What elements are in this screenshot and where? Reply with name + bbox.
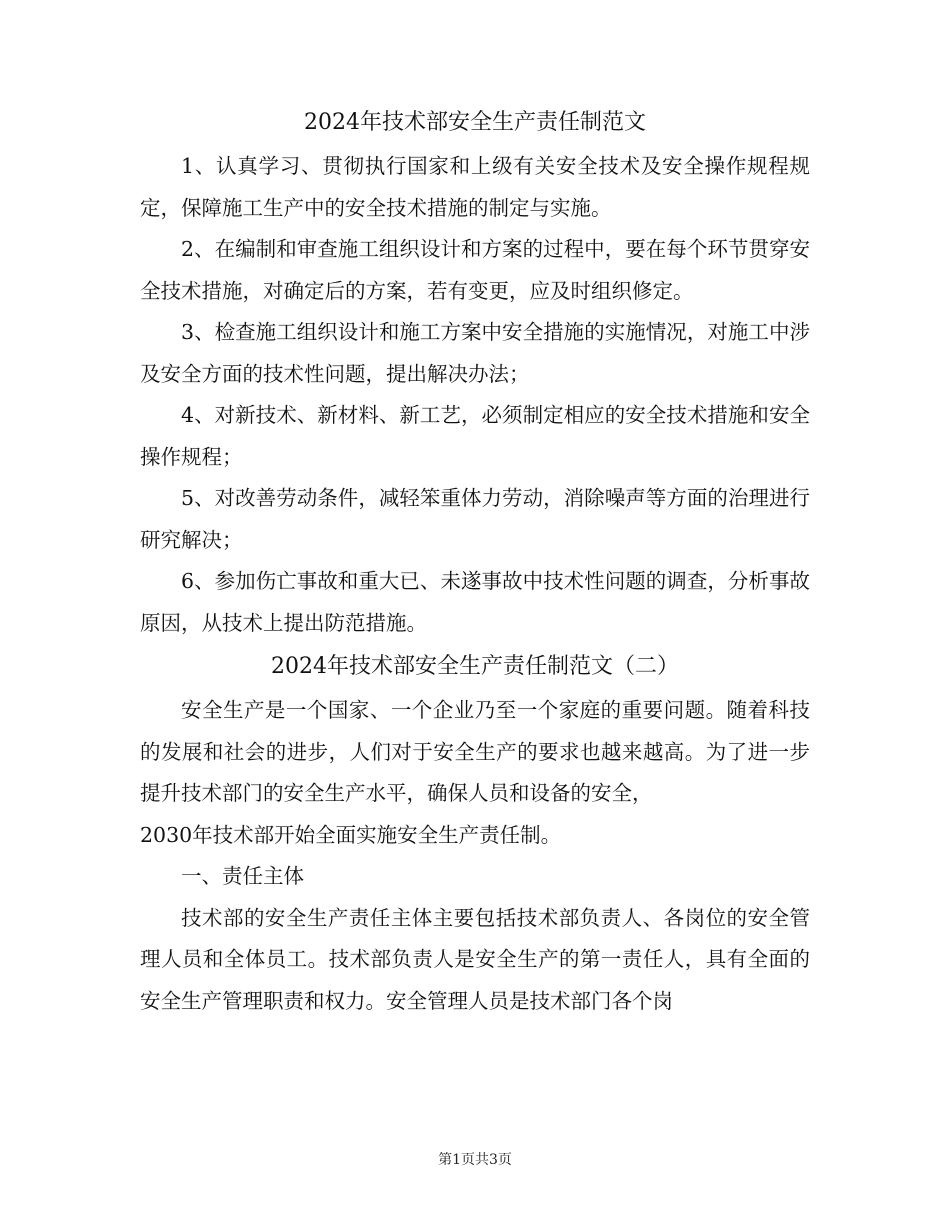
clause-2: 2、在编制和审查施工组织设计和方案的过程中，要在每个环节贯穿安全技术措施，对确定后的方案，若有变更，应及时组织修定。 [140,237,810,303]
document-title: 2024年技术部安全生产责任制范文 [304,110,646,135]
responsibility-paragraph: 技术部的安全生产责任主体主要包括技术部负责人、各岗位的安全管理人员和全体员工。技术部负责人是安全生产的第一责任人，具有全面的安全生产管理职责和权力。安全管理人员是技术部门各个岗 [140,905,810,1013]
clause-6: 6、参加伤亡事故和重大已、未遂事故中技术性问题的调查，分析事故原因，从技术上提出防范措施。 [140,569,810,635]
clause-4: 4、对新技术、新材料、新工艺，必须制定相应的安全技术措施和安全操作规程； [140,403,810,469]
document-body [140,100,810,1022]
clause-3: 3、检查施工组织设计和施工方案中安全措施的实施情况，对施工中涉及安全方面的技术性问题，提出解决办法； [140,320,810,386]
intro-paragraph-continuation: 2030年技术部开始全面实施安全生产责任制。 [140,822,562,847]
section-heading-responsibility: 一、责任主体 [181,864,304,888]
section-title-2: 2024年技术部安全生产责任制范文（二） [271,654,679,679]
page-number: 第1页共3页 [438,1152,512,1168]
intro-paragraph: 安全生产是一个国家、一个企业乃至一个家庭的重要问题。随着科技的发展和社会的进步，人们对于安全生产的要求也越来越高。为了进一步提升技术部门的安全生产水平，确保人员和设备的安全， [140,698,810,805]
clause-1: 1、认真学习、贯彻执行国家和上级有关安全技术及安全操作规程规定，保障施工生产中的安全技术措施的制定与实施。 [140,154,810,220]
clause-5: 5、对改善劳动条件，减轻笨重体力劳动，消除噪声等方面的治理进行研究解决； [140,486,810,552]
